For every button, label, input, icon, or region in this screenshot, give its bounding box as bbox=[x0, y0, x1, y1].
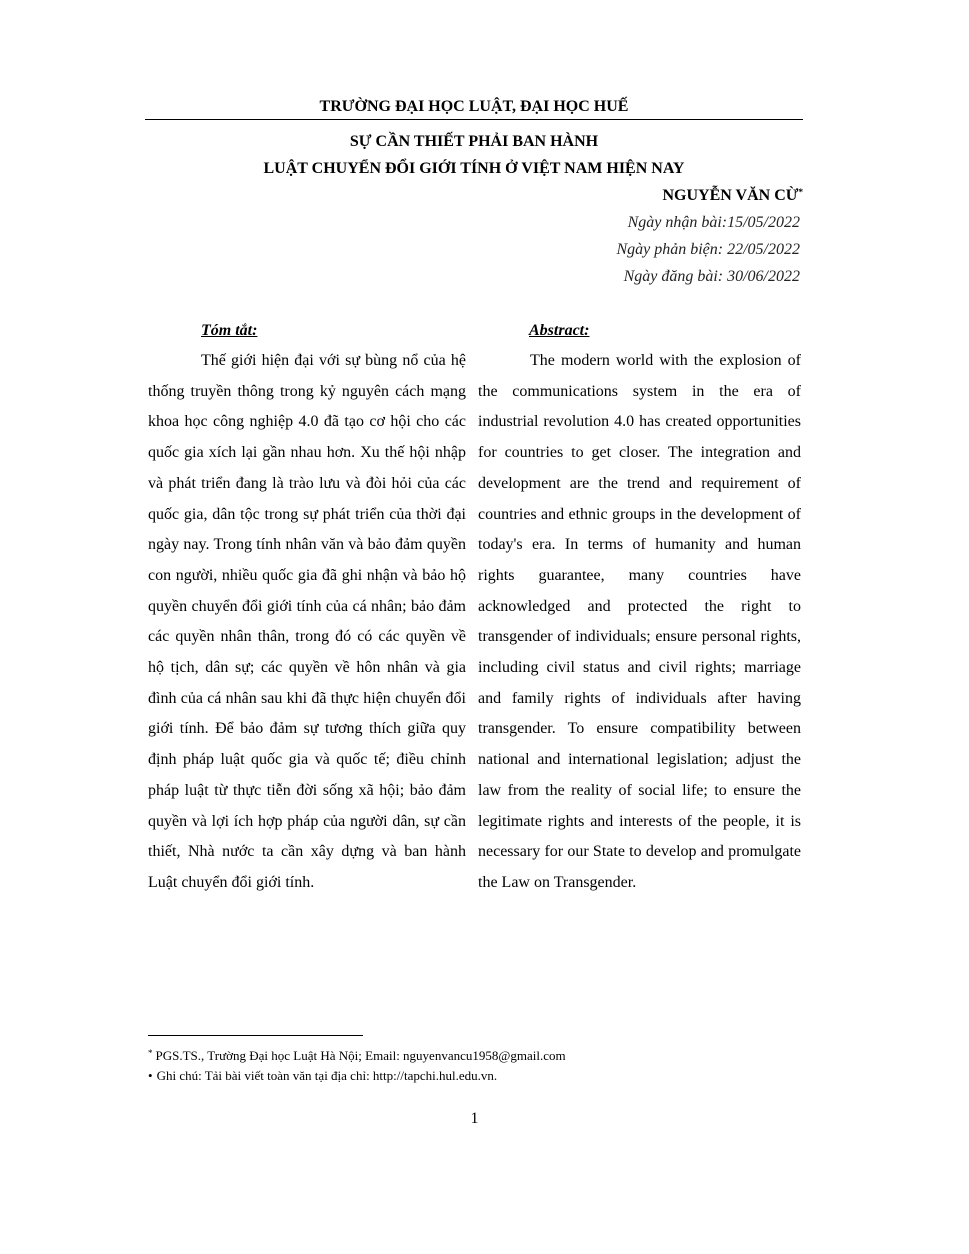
footnote-download-text: Ghi chú: Tải bài viết toàn văn tại địa chỉ: http://tapchi.hul.edu.vn. bbox=[156, 1068, 498, 1083]
footnote-download-bullet: • bbox=[148, 1068, 153, 1083]
summary-en-text: The modern world with the explosion of the communications system in the era of industrial revolution 4.0 has created opportunities for countries to get closer. The integration and development are the trend and requirement of countries and ethnic groups in the development of today's era. In terms of humanity and human rights guarantee, many countries have acknowledged and protected the right to transgender of individuals; ensure personal rights, including civil status and civil rights; marriage and family rights of individuals after having transgender. To ensure compatibility between national and international legislation; adjust the law from the reality of social life; to ensure the legitimate rights and interests of the people, it is necessary for our State to develop and promulgate the Law on Transgender. bbox=[478, 352, 801, 891]
footnote-author-text: PGS.TS., Trường Đại học Luật Hà Nội; Email: nguyenvancu1958@gmail.com bbox=[155, 1048, 566, 1063]
footnote-author bbox=[148, 1047, 566, 1065]
author-footnote-mark: * bbox=[798, 187, 803, 197]
summary-en-heading: Abstract: bbox=[529, 322, 590, 339]
header-rule bbox=[145, 119, 803, 120]
footnote-rule bbox=[148, 1035, 363, 1036]
page-number: 1 bbox=[470, 1110, 479, 1127]
date-received: Ngày nhận bài:15/05/2022 bbox=[627, 214, 800, 231]
journal-header: TRƯỜNG ĐẠI HỌC LUẬT, ĐẠI HỌC HUẾ bbox=[319, 98, 629, 115]
author-name bbox=[663, 185, 804, 207]
summary-vi-heading: Tóm tắt: bbox=[201, 322, 258, 339]
date-reviewed: Ngày phản biện: 22/05/2022 bbox=[616, 241, 800, 258]
article-title-line-2: LUẬT CHUYỂN ĐỔI GIỚI TÍNH Ở VIỆT NAM HIỆN NAY bbox=[263, 160, 685, 177]
article-title-line-1: SỰ CẦN THIẾT PHẢI BAN HÀNH bbox=[349, 133, 599, 150]
date-published: Ngày đăng bài: 30/06/2022 bbox=[623, 268, 800, 285]
summary-vi-text: Thế giới hiện đại với sự bùng nổ của hệ thống truyền thông trong kỷ nguyên cách mạng khoa học công nghiệp 4.0 đã tạo cơ hội cho các quốc gia xích lại gần nhau hơn. Xu thế hội nhập và phát triển đang là trào lưu và đòi hỏi của các quốc gia, dân tộc trong sự phát triển của thời đại ngày nay. Trong tính nhân văn và bảo đảm quyền con người, nhiều quốc gia đã ghi nhận và bảo hộ quyền chuyển đổi giới tính của cá nhân; bảo đảm các quyền nhân thân, trong đó có các quyền về hộ tịch, dân sự; các quyền về hôn nhân và gia đình của cá nhân sau khi đã thực hiện chuyển đổi giới tính. Để bảo đảm sự tương thích giữa quy định pháp luật quốc gia và quốc tế; điều chỉnh pháp luật từ thực tiễn đời sống xã hội; bảo đảm quyền và lợi ích hợp pháp của người dân, sự cần thiết, Nhà nước ta cần xây dựng và ban hành Luật chuyển đổi giới tính. bbox=[148, 352, 466, 891]
footnote-author-mark: * bbox=[148, 1048, 153, 1058]
author-name-text: NGUYỄN VĂN CỪ bbox=[662, 187, 799, 204]
footnote-download bbox=[148, 1067, 497, 1085]
